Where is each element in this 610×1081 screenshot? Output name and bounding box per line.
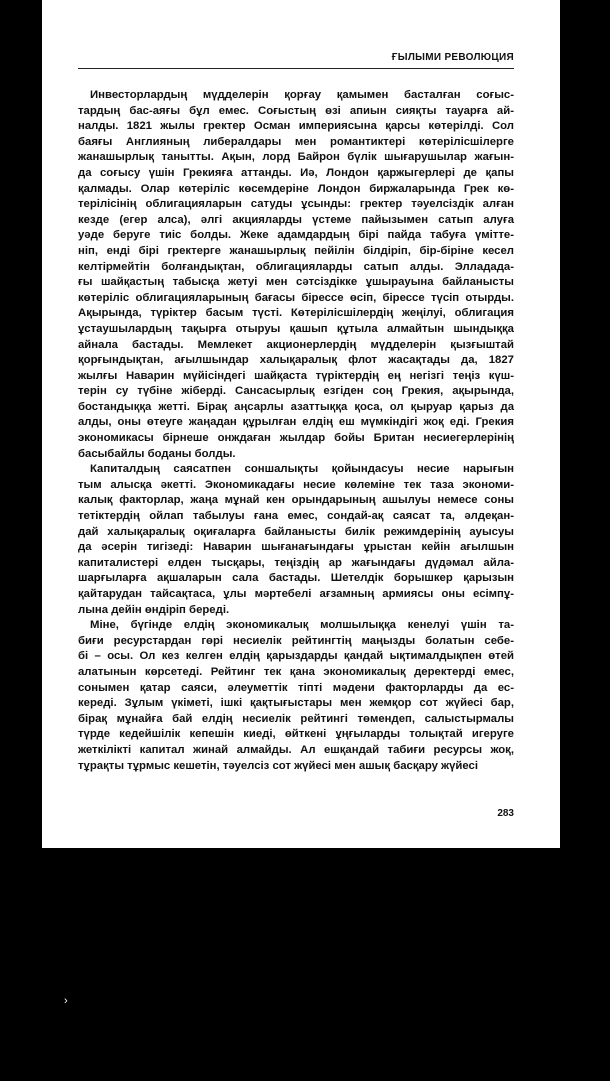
text-line: қорғындықтан, ағылшындар халықаралық флот жасақтады да, 1827 bbox=[78, 354, 514, 367]
text-line: ніп, енді бірі гректерге жанашырлық пейілін білдіріп, бір-біріне кесел bbox=[78, 244, 514, 257]
text-line: кереді. Зұлым үкіметі, ішкі қақтығыстары мен жемқор сот жүйесі бар, bbox=[78, 697, 514, 710]
text-line: терін су түбіне жіберді. Сансасырлық езгіден соң Грекия, ақырында, bbox=[78, 385, 514, 398]
text-line: баяғы Англияның либералдары мен романтиктері көтерілісшілерге bbox=[78, 135, 514, 148]
text-line: да соғысу үшін Грекияға аттанды. Иә, Лондон қаржыгерлері де қапы bbox=[78, 166, 514, 179]
running-header: ҒЫЛЫМИ РЕВОЛЮЦИЯ bbox=[391, 52, 514, 63]
book-page bbox=[42, 0, 560, 848]
text-line: тым алысқа әкетті. Экономикадағы несие көлеміне тек таза экономи- bbox=[78, 478, 514, 491]
text-line: Ақырында, түріктер басым түсті. Көтерілісшілердің жеңілуі, облигация bbox=[78, 307, 514, 320]
text-line: жанашырлық танытты. Ақын, лорд Байрон бүлік шығарушылар жағын- bbox=[78, 151, 514, 164]
text-line: Міне, бүгінде елдің экономикалық молшылыққа кенелуі үшін та- bbox=[90, 619, 514, 632]
text-line: Капиталдың саясатпен соншалықты қойындасуы несие нарығын bbox=[90, 463, 514, 476]
text-line: бі – осы. Ол кез келген елдің қарыздарды қандай ықтималдықпен өтей bbox=[78, 650, 514, 663]
text-line: биғи ресурстардан гөрі несиелік рейтингтің маңызды болатын себе- bbox=[78, 634, 514, 647]
text-line: ұстаушылардың тақырға отыруы қашып құтыла алмайтын шындыққа bbox=[78, 322, 514, 335]
text-line: калық факторлар, жаңа мұнай кен орындарының ашылуы немесе соны bbox=[78, 494, 514, 507]
text-line: тетіктердің ойлап табылуы ғана емес, сондай-ақ саясат та, әлдеқан- bbox=[78, 510, 514, 523]
text-line: алды, оны өтеуге жаңадан құрылған елдің еш мүмкіндігі жоқ еді. Грекия bbox=[78, 416, 514, 429]
text-line: алатынын көрсетеді. Рейтинг тек қана экономикалық деректерді емес, bbox=[78, 665, 514, 678]
paragraph bbox=[78, 88, 514, 462]
text-line: капиталистері елден тысқары, теңіздің ар жағындағы дүдәмал айла- bbox=[78, 556, 514, 569]
text-line: тардың бас-аяғы бұл емес. Соғыстың өзі апиын сияқты тауарға ай- bbox=[78, 104, 514, 117]
text-line: басыбайлы боданы болды. bbox=[78, 447, 236, 460]
text-line: терілісінің облигацияларын сатуды ұсынды: гректер тәуелсіздік алған bbox=[78, 198, 514, 211]
bullet-mark: › bbox=[64, 995, 68, 1007]
text-line: шарғыларға ақшаларын сала бастады. Шетелдік борышкер қарызын bbox=[78, 572, 514, 585]
text-line: да әсерін тигізеді: Наварин шығанағындағы ұрыстан кейін ағылшын bbox=[78, 541, 514, 554]
text-line: уәде беруге тиіс болды. Жеке адамдардың бірі пайда табуға үмітте- bbox=[78, 229, 514, 242]
text-line: жылғы Наварин мүйісіндегі шайқаста түріктердің ең негізгі теңіз күш- bbox=[78, 369, 514, 382]
text-line: лына дейін өндіріп береді. bbox=[78, 603, 230, 616]
text-line: жеткілікті капитал жинай алмайды. Ал ешқандай табиғи ресурсы жоқ, bbox=[78, 743, 514, 756]
text-line: келтірмейтін болғандықтан, облигацияларды сатып алды. Элладада- bbox=[78, 260, 514, 273]
text-line: айнала бастады. Мемлекет акционерлердің мүдделерін қызғыштай bbox=[78, 338, 514, 351]
paragraph bbox=[78, 618, 514, 774]
text-line: бірақ мұнайға бай елдің несиелік рейтингі төмендеп, салыстырмалы bbox=[78, 712, 514, 725]
text-line: ғы шайқастың табысқа жетуі мен сәтсіздікке ұшырауына байланысты bbox=[78, 276, 514, 289]
page-number: 283 bbox=[497, 808, 514, 819]
text-line: налды. 1821 жылы гректер Осман империясына қарсы көтерілді. Сол bbox=[78, 120, 514, 133]
text-line: Инвесторлардың мүдделерін қорғау қамымен басталған соғыс- bbox=[90, 89, 514, 101]
text-line: сонымен қатар саяси, әлеуметтік тіпті мәдени факторларды да ес- bbox=[78, 681, 514, 694]
text-line: кезде (егер алса), әлгі акцияларды үстеме пайызымен сатып алуға bbox=[78, 213, 514, 226]
text-line: бостандыққа жетті. Бірақ аңсарлы азаттыққа қоса, ол қыруар қарыз да bbox=[78, 400, 514, 413]
text-line: көтеріліс облигацияларының бағасы бірессе өсіп, бірессе түсіп отырды. bbox=[78, 291, 514, 304]
text-line: дай халықаралық оқиғаларға байланысты билік режимдерінің ауысуы bbox=[78, 525, 514, 538]
text-line: қалмады. Олар көтеріліс көсемдеріне Лондон биржаларында Грек кө- bbox=[78, 182, 514, 195]
body-text bbox=[78, 88, 514, 774]
header-rule bbox=[78, 68, 514, 69]
text-line: түрде кедейшілік кепешін киеді, өйткені ұңғыларды толықтай игеруге bbox=[78, 728, 514, 741]
text-line: тұрақты тұрмыс кешетін, тәуелсіз сот жүйесі мен ашық басқару жүйесі bbox=[78, 759, 478, 772]
paragraph bbox=[78, 462, 514, 618]
text-line: қайтарудан тайсақтаса, ұлы мәртебелі ағзамның армиясы оны есімпұ- bbox=[78, 588, 514, 600]
text-line: экономикасы бірнеше онждаған жылдар бойы Британ несиегерлерінің bbox=[78, 432, 514, 445]
